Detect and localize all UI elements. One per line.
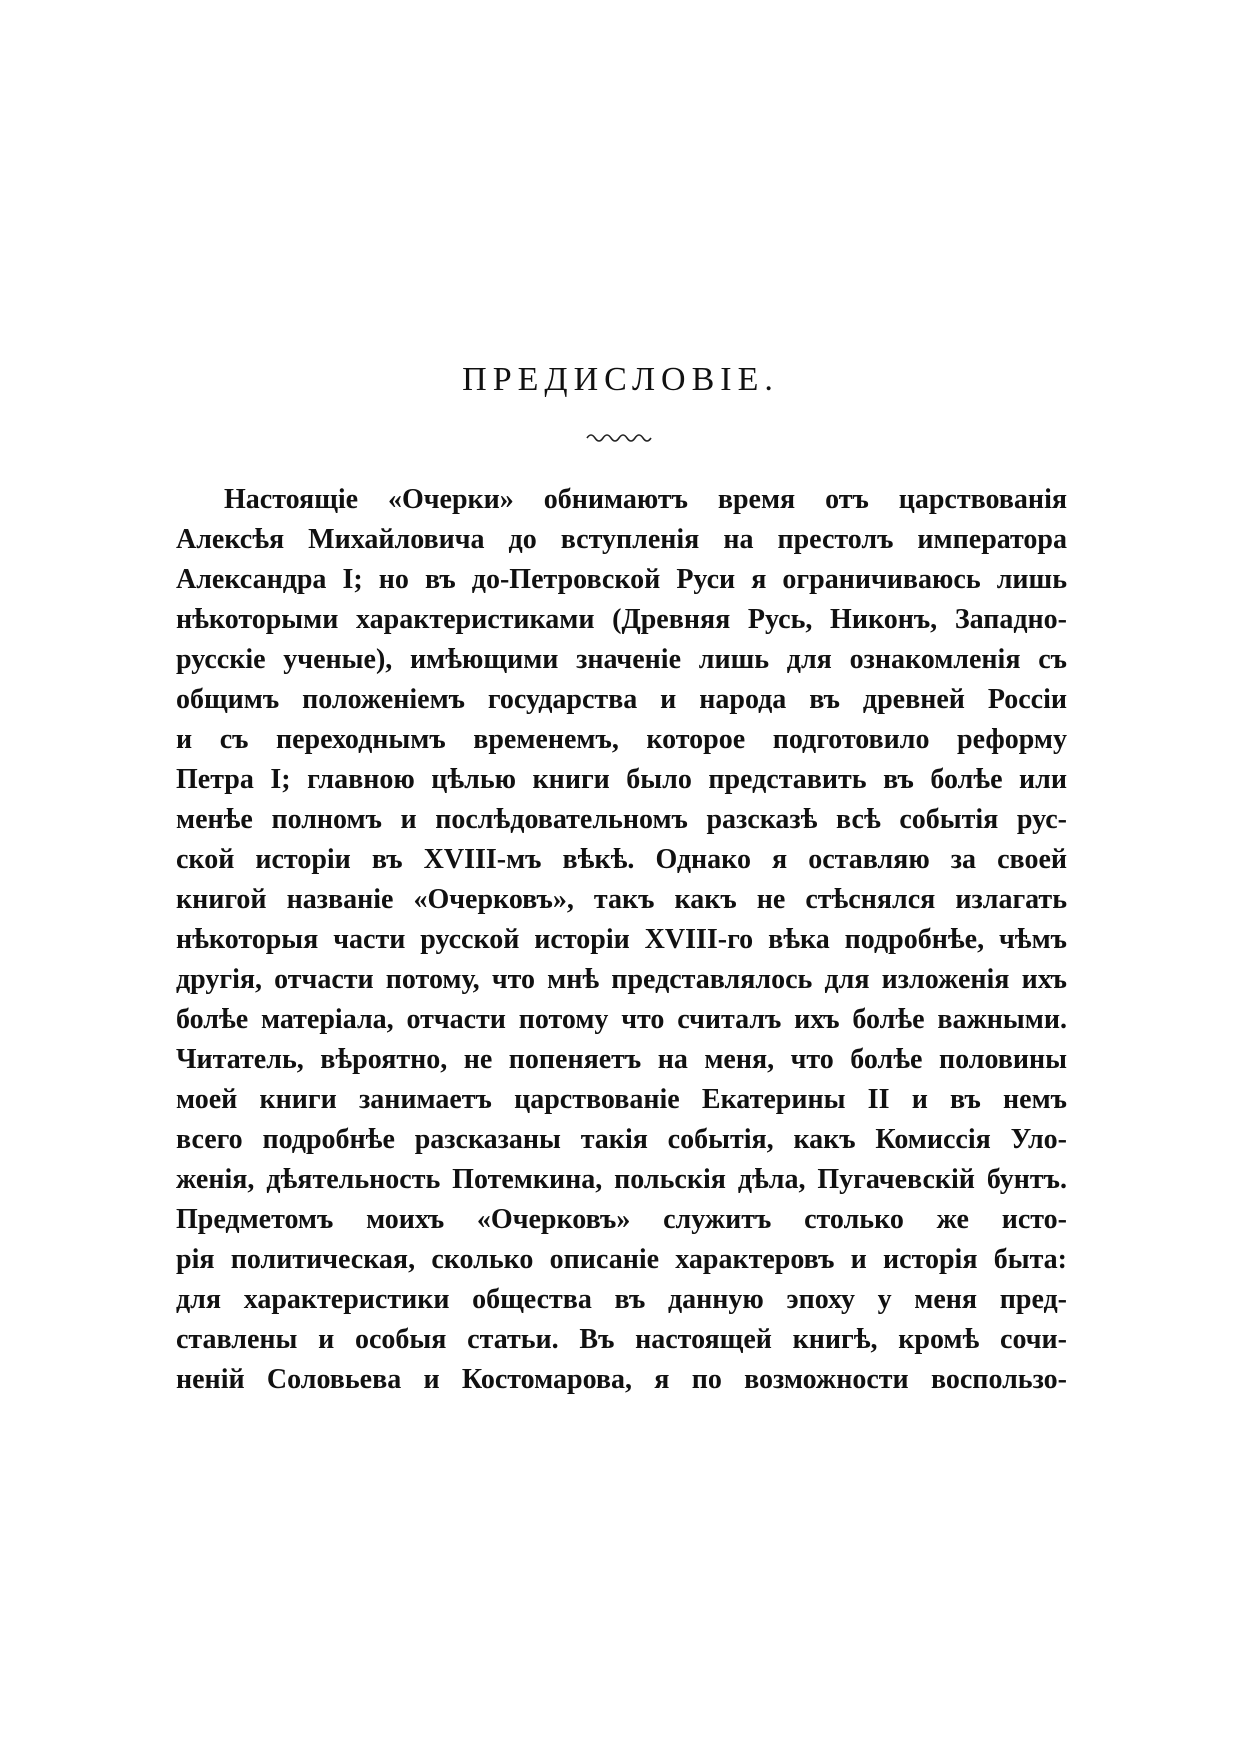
text-line: Предметомъ моихъ «Очерковъ» служитъ столько же исто-: [176, 1204, 1067, 1235]
text-line: ской исторіи въ XVIII-мъ вѣкѣ. Однако я оставляю за своей: [176, 844, 1067, 875]
text-line: Алексѣя Михайловича до вступленія на престолъ императора: [176, 524, 1067, 555]
text-line: всего подробнѣе разсказаны такія событія, какъ Комиссія Уло-: [176, 1124, 1067, 1155]
text-line: нѣкоторыя части русской исторіи XVIII-го вѣка подробнѣе, чѣмъ: [176, 924, 1067, 955]
page-title: ПРЕДИСЛОВІЕ.: [462, 361, 779, 398]
text-line: русскіе ученые), имѣющими значеніе лишь для ознакомленія съ: [176, 644, 1067, 675]
text-line: другія, отчасти потому, что мнѣ представлялось для изложенія ихъ: [176, 964, 1067, 995]
text-line: книгой названіе «Очерковъ», такъ какъ не стѣснялся излагать: [176, 884, 1067, 915]
text-line: ставлены и особыя статьи. Въ настоящей книгѣ, кромѣ сочи-: [176, 1324, 1067, 1355]
text-line: и съ переходнымъ временемъ, которое подготовило реформу: [176, 724, 1067, 755]
text-line: неній Соловьева и Костомарова, я по возможности воспользо-: [176, 1364, 1067, 1395]
text-line: женія, дѣятельность Потемкина, польскія дѣла, Пугачевскій бунтъ.: [176, 1164, 1067, 1195]
text-line: Александра I; но въ до-Петровской Руси я ограничиваюсь лишь: [176, 564, 1067, 595]
text-line: нѣкоторыми характеристиками (Древняя Русь, Никонъ, Западно-: [176, 604, 1067, 635]
text-line: рія политическая, сколько описаніе характеровъ и исторія быта:: [176, 1244, 1067, 1275]
text-line: для характеристики общества въ данную эпоху у меня пред-: [176, 1284, 1067, 1315]
preface-body: [176, 480, 1067, 1400]
text-line: общимъ положеніемъ государства и народа въ древней Россіи: [176, 684, 1067, 715]
text-line: Читатель, вѣроятно, не попеняетъ на меня, что болѣе половины: [176, 1044, 1067, 1075]
wavy-rule-ornament-icon: [585, 430, 655, 444]
text-line: Настоящіе «Очерки» обнимаютъ время отъ царствованія: [224, 484, 1067, 515]
text-line: менѣе полномъ и послѣдовательномъ разсказѣ всѣ событія рус-: [176, 804, 1067, 835]
text-line: моей книги занимаетъ царствованіе Екатерины II и въ немъ: [176, 1084, 1067, 1115]
text-line: болѣе матеріала, отчасти потому что считалъ ихъ болѣе важными.: [176, 1004, 1067, 1035]
text-line: Петра I; главною цѣлью книги было представить въ болѣе или: [176, 764, 1067, 795]
